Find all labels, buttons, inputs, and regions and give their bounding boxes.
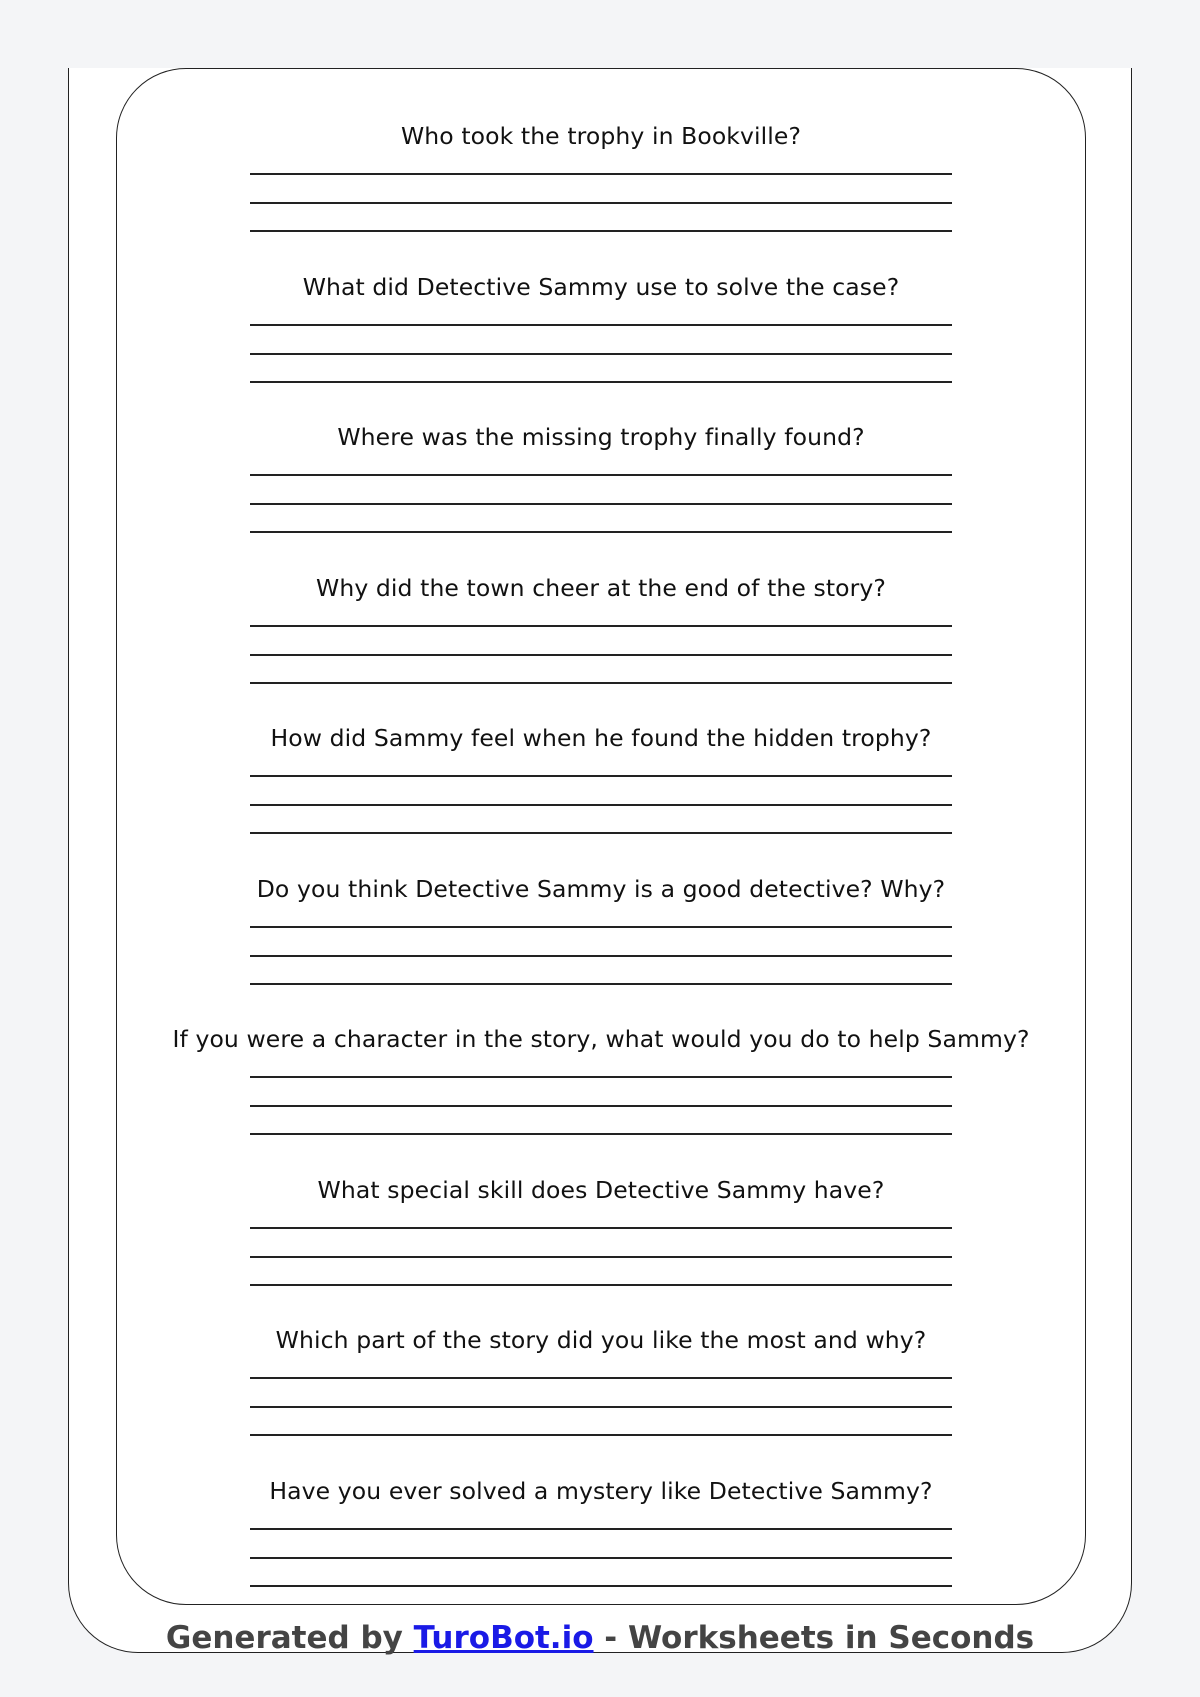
question-item <box>116 1170 1086 1321</box>
answer-line <box>250 955 952 957</box>
answer-line <box>250 804 952 806</box>
answer-line <box>250 775 952 777</box>
footer-suffix: - Worksheets in Seconds <box>593 1620 1035 1656</box>
answer-line <box>250 1557 952 1559</box>
question-text: Where was the missing trophy finally found? <box>337 423 865 451</box>
question-text: Have you ever solved a mystery like Detective Sammy? <box>269 1476 933 1505</box>
question-text: What did Detective Sammy use to solve the case? <box>302 272 900 301</box>
question-item <box>116 718 1086 869</box>
question-item <box>116 1471 1086 1622</box>
turobot-link[interactable]: TuroBot.io <box>413 1620 594 1656</box>
answer-line <box>250 381 952 383</box>
question-item <box>116 1019 1086 1170</box>
answer-line <box>250 1105 952 1107</box>
answer-line <box>250 682 952 684</box>
answer-line <box>250 1284 952 1286</box>
question-item <box>116 267 1086 418</box>
question-item <box>116 869 1086 1020</box>
answer-line <box>250 654 952 656</box>
answer-line <box>250 230 952 232</box>
answer-line <box>250 1133 952 1135</box>
answer-line <box>250 832 952 834</box>
question-text: Do you think Detective Sammy is a good detective? Why? <box>256 874 946 903</box>
footer-prefix: Generated by <box>165 1620 414 1656</box>
question-item <box>116 417 1086 568</box>
footer-credit <box>0 1620 1200 1656</box>
answer-line <box>250 474 952 476</box>
answer-line <box>250 1377 952 1379</box>
question-text: If you were a character in the story, what would you do to help Sammy? <box>172 1025 1030 1053</box>
answer-line <box>250 531 952 533</box>
answer-line <box>250 1528 952 1530</box>
answer-line <box>250 503 952 505</box>
question-list <box>116 116 1086 1621</box>
answer-line <box>250 1585 952 1587</box>
question-text: What special skill does Detective Sammy have? <box>317 1175 885 1204</box>
answer-line <box>250 1076 952 1078</box>
answer-line <box>250 1406 952 1408</box>
answer-line <box>250 1227 952 1229</box>
answer-line <box>250 353 952 355</box>
answer-line <box>250 324 952 326</box>
question-text: Who took the trophy in Bookville? <box>400 122 802 150</box>
question-item <box>116 116 1086 267</box>
answer-line <box>250 1434 952 1436</box>
answer-line <box>250 625 952 627</box>
question-text: Why did the town cheer at the end of the story? <box>315 573 886 602</box>
question-text: How did Sammy feel when he found the hidden trophy? <box>270 724 932 752</box>
answer-line <box>250 1256 952 1258</box>
question-text: Which part of the story did you like the most and why? <box>275 1326 927 1354</box>
question-item <box>116 568 1086 719</box>
answer-line <box>250 202 952 204</box>
answer-line <box>250 926 952 928</box>
answer-line <box>250 173 952 175</box>
question-item <box>116 1320 1086 1471</box>
answer-line <box>250 983 952 985</box>
